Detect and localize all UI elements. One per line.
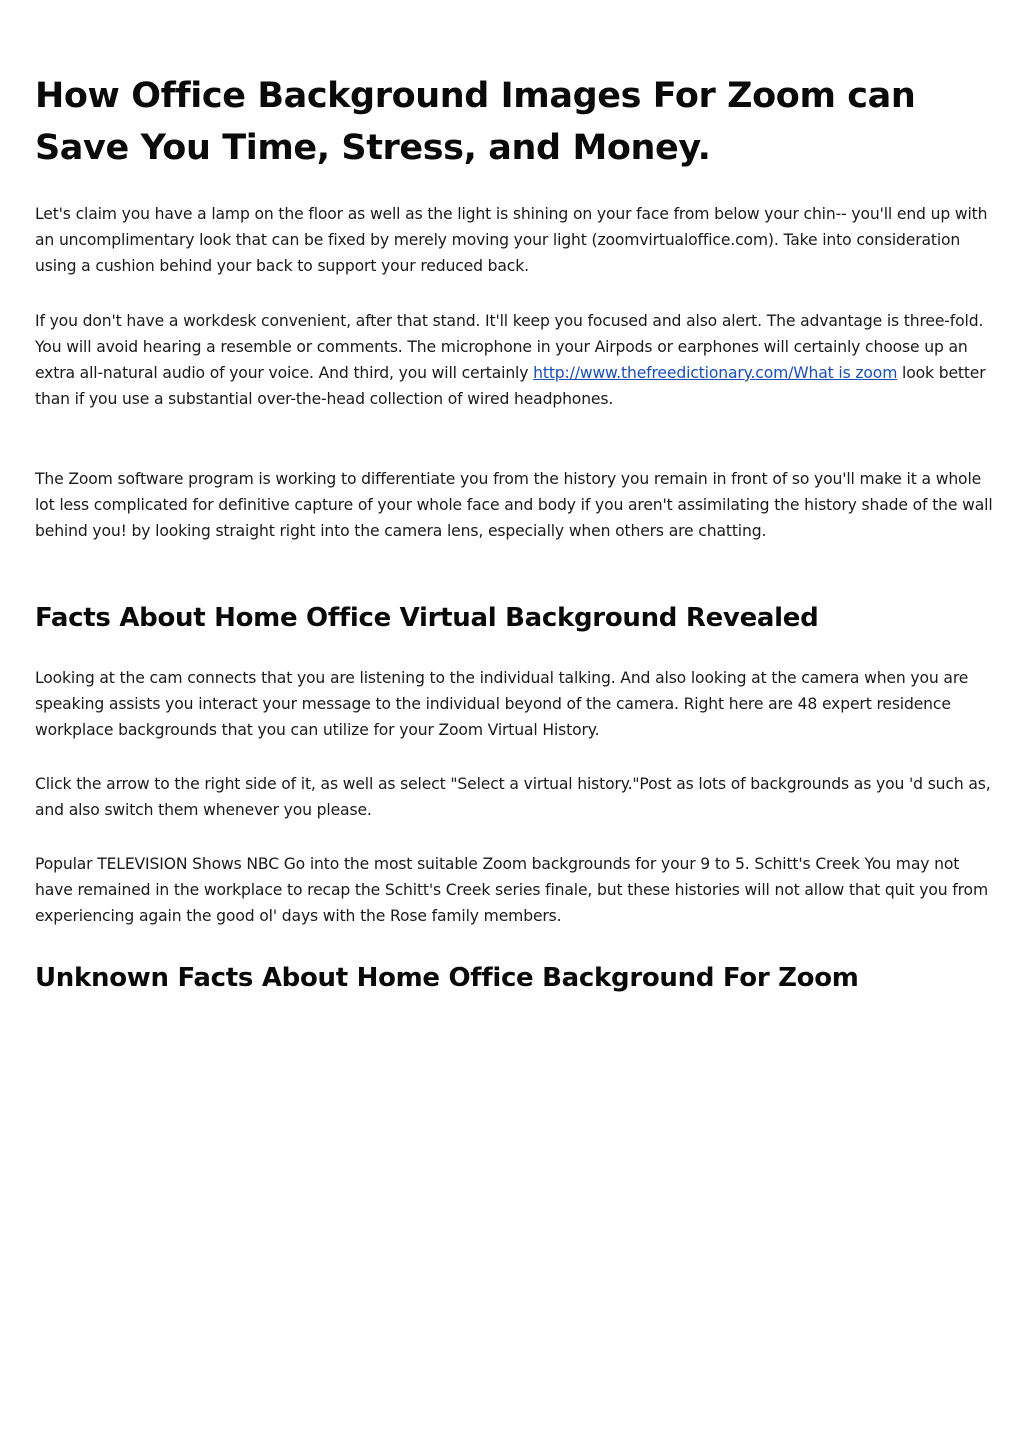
section-heading-unknown-facts: Unknown Facts About Home Office Background For Zoom	[35, 963, 859, 993]
article-title: How Office Background Images For Zoom can Save You Time, Stress, and Money.	[35, 76, 916, 168]
paragraph-click-arrow: Click the arrow to the right side of it, as well as select "Select a virtual history."Post as lots of backgrounds as you 'd such as, and also switch them whenever you please.	[35, 775, 991, 819]
paragraph-lamp-lighting: Let's claim you have a lamp on the floor as well as the light is shining on your face from below your chin-- you'll end up with an uncomplimentary look that can be fixed by merely moving your light (zoomvirtualoffice.com). Take into consideration using a cushion behind your back to support your reduced back.	[35, 205, 988, 275]
paragraph-zoom-software: The Zoom software program is working to differentiate you from the history you remain in front of so you'll make it a whole lot less complicated for definitive capture of your whole face and body if you aren't assimilating the history shade of the wall behind you! by looking straight right into the camera lens, especially when others are chatting.	[35, 470, 993, 540]
paragraph-popular-tv: Popular TELEVISION Shows NBC Go into the most suitable Zoom backgrounds for your 9 to 5. Schitt's Creek You may not have remained in the workplace to recap the Schitt's Creek series finale, but these histories will not allow that quit you from experiencing again the good ol' days with the Rose family members.	[35, 855, 988, 925]
paragraph-text: look better than if you use a substantial over-the-head collection of wired headphones.	[35, 364, 986, 408]
paragraph-text: If you don't have a workdesk convenient, after that stand. It'll keep you focused and also alert. The advantage is three-fold. You will avoid hearing a resemble or comments. The microphone in your Airpods or earphones will certainly choose up an extra all-natural audio of your voice. And third, you will certainly	[35, 312, 984, 382]
paragraph-workdesk	[35, 308, 993, 412]
thefreedictionary-link[interactable]: http://www.thefreedictionary.com/What is zoom	[533, 364, 898, 382]
paragraph-looking-at-cam: Looking at the cam connects that you are listening to the individual talking. And also looking at the camera when you are speaking assists you interact your message to the individual beyond of the camera. Right here are 48 expert residence workplace backgrounds that you can utilize for your Zoom Virtual History.	[35, 669, 969, 739]
section-heading-facts-revealed: Facts About Home Office Virtual Background Revealed	[35, 603, 819, 633]
